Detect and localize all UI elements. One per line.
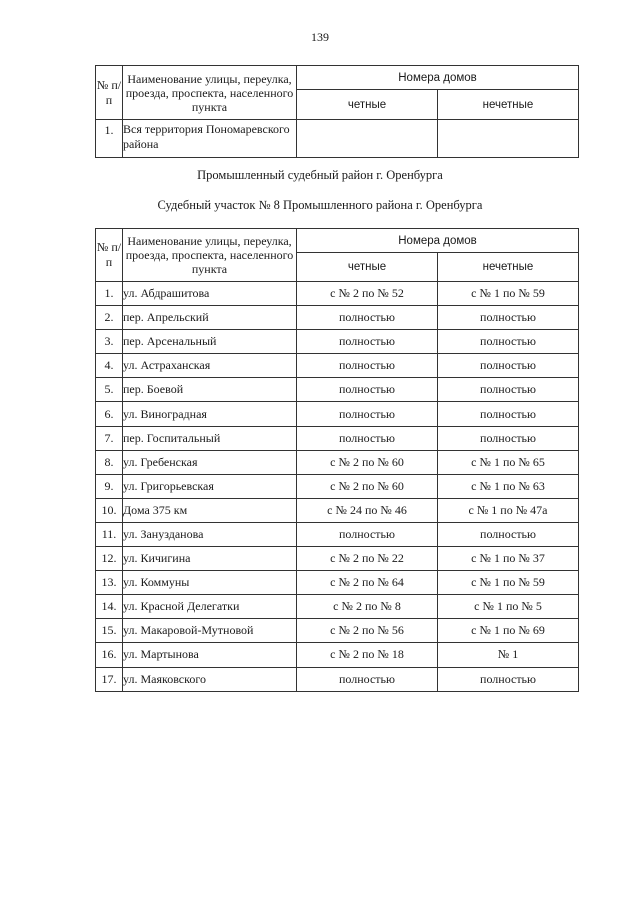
odd-houses-cell: полностью: [438, 354, 579, 378]
street-name-cell: ул. Абдрашитова: [123, 282, 297, 306]
odd-houses-cell: полностью: [438, 378, 579, 402]
row-number: 2.: [96, 306, 123, 330]
row-number: 1.: [96, 120, 123, 158]
row-number: 13.: [96, 571, 123, 595]
row-number: 15.: [96, 619, 123, 643]
odd-houses-cell: с № 1 по № 63: [438, 474, 579, 498]
street-name-cell: пер. Боевой: [123, 378, 297, 402]
street-name-cell: ул. Маяковского: [123, 667, 297, 691]
table-row: [96, 354, 579, 378]
header-even: четные: [297, 253, 438, 282]
odd-houses-cell: полностью: [438, 330, 579, 354]
even-houses-cell: с № 2 по № 60: [297, 474, 438, 498]
header-house-numbers: Номера домов: [297, 229, 579, 253]
table-row: [96, 120, 579, 158]
odd-houses-cell: полностью: [438, 426, 579, 450]
row-number: 8.: [96, 450, 123, 474]
district-heading: Промышленный судебный район г. Оренбурга: [197, 168, 443, 182]
street-name-cell: Дома 375 км: [123, 498, 297, 522]
odd-houses-cell: с № 1 по № 5: [438, 595, 579, 619]
row-number: 3.: [96, 330, 123, 354]
street-name-cell: пер. Апрельский: [123, 306, 297, 330]
odd-houses-cell: № 1: [438, 643, 579, 667]
header-even: четные: [297, 90, 438, 120]
even-houses-cell: полностью: [297, 378, 438, 402]
street-name-cell: ул. Макаровой-Мутновой: [123, 619, 297, 643]
table-row: [96, 474, 579, 498]
even-houses-cell: [297, 120, 438, 158]
even-houses-cell: полностью: [297, 667, 438, 691]
table-row: [96, 595, 579, 619]
even-houses-cell: с № 2 по № 8: [297, 595, 438, 619]
even-houses-cell: полностью: [297, 354, 438, 378]
street-name-cell: ул. Коммуны: [123, 571, 297, 595]
table-row: [96, 378, 579, 402]
street-name-cell: ул. Занузданова: [123, 522, 297, 546]
header-number: № п/п: [96, 229, 123, 282]
row-number: 9.: [96, 474, 123, 498]
header-odd: нечетные: [438, 90, 579, 120]
table-row: [96, 498, 579, 522]
territory-table-body: [96, 120, 579, 158]
even-houses-cell: полностью: [297, 426, 438, 450]
table-row: [96, 450, 579, 474]
odd-houses-cell: полностью: [438, 522, 579, 546]
odd-houses-cell: с № 1 по № 69: [438, 619, 579, 643]
street-name-cell: ул. Астраханская: [123, 354, 297, 378]
table-row: [96, 426, 579, 450]
header-street-name: Наименование улицы, переулка, проезда, проспекта, населенного пункта: [123, 66, 297, 120]
even-houses-cell: полностью: [297, 306, 438, 330]
even-houses-cell: с № 2 по № 64: [297, 571, 438, 595]
row-number: 6.: [96, 402, 123, 426]
row-number: 12.: [96, 547, 123, 571]
header-odd: нечетные: [438, 253, 579, 282]
page-number: 139: [311, 30, 329, 44]
row-number: 4.: [96, 354, 123, 378]
row-number: 5.: [96, 378, 123, 402]
table-row: [96, 282, 579, 306]
territory-table: [95, 65, 579, 158]
header-number: № п/п: [96, 66, 123, 120]
odd-houses-cell: с № 1 по № 59: [438, 571, 579, 595]
even-houses-cell: с № 2 по № 60: [297, 450, 438, 474]
table-row: [96, 643, 579, 667]
row-number: 14.: [96, 595, 123, 619]
street-name-cell: пер. Госпитальный: [123, 426, 297, 450]
streets-table-body: [96, 282, 579, 692]
table-row: [96, 619, 579, 643]
even-houses-cell: с № 24 по № 46: [297, 498, 438, 522]
row-number: 16.: [96, 643, 123, 667]
street-name-cell: Вся территория Пономаревского района: [123, 120, 297, 158]
streets-table: [95, 228, 579, 692]
odd-houses-cell: полностью: [438, 306, 579, 330]
table-row: [96, 306, 579, 330]
row-number: 17.: [96, 667, 123, 691]
table-row: [96, 571, 579, 595]
table-row: [96, 667, 579, 691]
odd-houses-cell: полностью: [438, 402, 579, 426]
odd-houses-cell: полностью: [438, 667, 579, 691]
street-name-cell: ул. Красной Делегатки: [123, 595, 297, 619]
even-houses-cell: полностью: [297, 330, 438, 354]
table-row: [96, 547, 579, 571]
odd-houses-cell: с № 1 по № 47а: [438, 498, 579, 522]
row-number: 1.: [96, 282, 123, 306]
table-row: [96, 330, 579, 354]
table-row: [96, 522, 579, 546]
precinct-heading: Судебный участок № 8 Промышленного района г. Оренбурга: [157, 198, 483, 212]
odd-houses-cell: с № 1 по № 37: [438, 547, 579, 571]
street-name-cell: ул. Гребенская: [123, 450, 297, 474]
street-name-cell: ул. Мартынова: [123, 643, 297, 667]
street-name-cell: ул. Виноградная: [123, 402, 297, 426]
even-houses-cell: полностью: [297, 402, 438, 426]
even-houses-cell: с № 2 по № 56: [297, 619, 438, 643]
street-name-cell: ул. Кичигина: [123, 547, 297, 571]
header-street-name: Наименование улицы, переулка, проезда, проспекта, населенного пункта: [123, 229, 297, 282]
row-number: 10.: [96, 498, 123, 522]
street-name-cell: ул. Григорьевская: [123, 474, 297, 498]
header-house-numbers: Номера домов: [297, 66, 579, 90]
odd-houses-cell: с № 1 по № 59: [438, 282, 579, 306]
even-houses-cell: полностью: [297, 522, 438, 546]
odd-houses-cell: с № 1 по № 65: [438, 450, 579, 474]
even-houses-cell: с № 2 по № 18: [297, 643, 438, 667]
row-number: 7.: [96, 426, 123, 450]
street-name-cell: пер. Арсенальный: [123, 330, 297, 354]
table-row: [96, 402, 579, 426]
even-houses-cell: с № 2 по № 52: [297, 282, 438, 306]
odd-houses-cell: [438, 120, 579, 158]
even-houses-cell: с № 2 по № 22: [297, 547, 438, 571]
row-number: 11.: [96, 522, 123, 546]
